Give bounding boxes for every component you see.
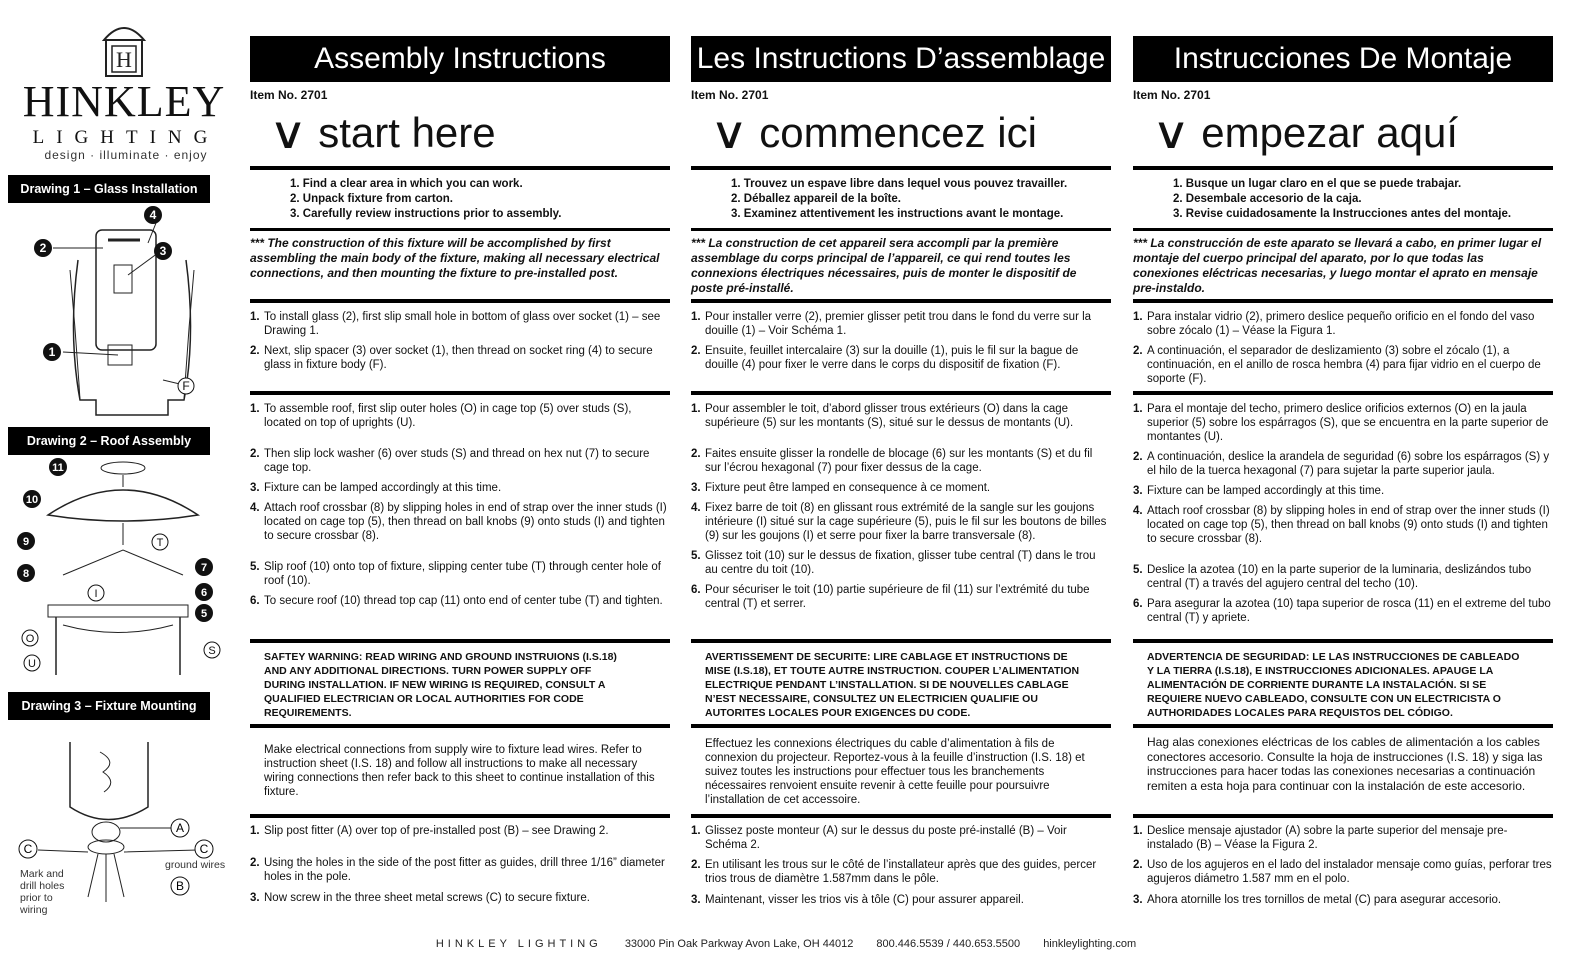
prep-step: 1. Find a clear area in which you can work. bbox=[290, 178, 523, 190]
list-item: 2. A continuación, deslice la arandela de seguridad (6) sobre los espárragos (S) y el hilo de la tuerca hexagonal (7) para sujetar la parte superior jaula. bbox=[1133, 451, 1550, 477]
list-item: 2. Next, slip spacer (3) over socket (1), then thread on socket ring (4) to secure glass in fixture body (F). bbox=[250, 345, 653, 371]
callout-11: 11 bbox=[52, 462, 64, 474]
callout-9: 9 bbox=[22, 536, 30, 548]
roof-steps bbox=[691, 402, 1111, 611]
list-item: 6. Para asegurar la azotea (10) tapa superior de rosca (11) en el extreme del tubo central (T) y apriete. bbox=[1133, 598, 1551, 624]
start-text: start here bbox=[318, 109, 496, 156]
list-item: 2. A continuación, el separador de deslizamiento (3) sobre el zócalo (1), a continuación, en el anillo de rosca hembra (4) para fijar vidrio en el cuerpo de soporte (F). bbox=[1133, 345, 1541, 385]
callout-4: 4 bbox=[149, 208, 157, 222]
roof-steps bbox=[1133, 402, 1553, 625]
callout-5: 5 bbox=[200, 608, 208, 620]
start-here-heading bbox=[1133, 102, 1553, 164]
callout-B: B bbox=[175, 879, 185, 893]
chevron-down-icon: ∨ bbox=[709, 108, 749, 158]
callout-T: T bbox=[156, 537, 164, 549]
glass-steps bbox=[1133, 310, 1553, 386]
column-english bbox=[250, 36, 670, 916]
callout-I: I bbox=[94, 588, 98, 600]
list-item: 1. Deslice mensaje ajustador (A) sobre la parte superior del mensaje pre-instalado (B) – Véase la Figura 2. bbox=[1133, 825, 1508, 851]
footer bbox=[0, 938, 1572, 950]
list-item: 1. Para instalar vidrio (2), primero deslice pequeño orificio en el fondo del vaso sobre zócalo (1) – Véase la Figura 1. bbox=[1133, 311, 1535, 337]
list-item: 5. Glissez toit (10) sur le dessus de fixation, glisser tube central (T) dans le trou au centre du toit (10). bbox=[691, 550, 1096, 576]
list-item: 3. Fixture can be lamped accordingly at this time. bbox=[1133, 485, 1385, 497]
brand-sub: LIGHTING bbox=[32, 127, 220, 148]
prep-step: 2. Déballez appareil de la boîte. bbox=[731, 193, 902, 205]
list-item: 2. Using the holes in the side of the post fitter as guides, drill three 1/16” diameter holes in the pole. bbox=[250, 857, 665, 883]
footer-phone: 800.446.5539 / 440.653.5500 bbox=[876, 938, 1021, 950]
mount-steps bbox=[691, 824, 1111, 907]
drawing-1-glass-installation bbox=[8, 205, 236, 425]
column-spanish bbox=[1133, 36, 1553, 916]
callout-C-right: C bbox=[199, 842, 209, 856]
list-item: 3. Maintenant, visser les trios vis à tôle (C) pour assurer appareil. bbox=[691, 894, 1024, 906]
prep-step: 2. Unpack fixture from carton. bbox=[290, 193, 453, 205]
list-item: 2. En utilisant les trous sur le côté de l’installateur après que des guides, percer trios trous de diamètre 1.587mm dans le pôle. bbox=[691, 859, 1097, 885]
footer-company: HINKLEY LIGHTING bbox=[435, 938, 602, 950]
callout-O: O bbox=[25, 633, 35, 645]
prep-step: 1. Busque un lugar claro en el que se puede trabajar. bbox=[1173, 178, 1462, 190]
list-item: 3. Now screw in the three sheet metal screws (C) to secure fixture. bbox=[250, 892, 590, 904]
prep-step: 3. Examinez attentivement les instructions avant le montage. bbox=[731, 208, 1064, 220]
item-number: Item No. 2701 bbox=[250, 88, 328, 102]
item-number: Item No. 2701 bbox=[1133, 88, 1211, 102]
list-item: 1. Glissez poste monteur (A) sur le dessus du poste pré-installé (B) – Voir Schéma 2. bbox=[691, 825, 1067, 851]
callout-2: 2 bbox=[39, 241, 47, 255]
drawing-3-heading: Drawing 3 – Fixture Mounting bbox=[8, 692, 210, 720]
svg-text:H: H bbox=[116, 47, 132, 72]
drawing-2-heading: Drawing 2 – Roof Assembly bbox=[8, 427, 210, 455]
prep-list bbox=[1173, 177, 1553, 222]
list-item: 6. To secure roof (10) thread top cap (11) onto end of center tube (T) and tighten. bbox=[250, 595, 663, 607]
glass-steps bbox=[691, 310, 1111, 372]
chevron-down-icon: ∨ bbox=[1151, 108, 1191, 158]
prep-list bbox=[731, 177, 1111, 222]
list-item: 4. Attach roof crossbar (8) by slipping holes in end of strap over the inner studs (I) located on cage top (5), then thread on ball knobs (9) onto studs (I) and tighten to secure crossbar (8). bbox=[250, 502, 667, 542]
drawing-1-heading: Drawing 1 – Glass Installation bbox=[8, 175, 210, 203]
construction-note: *** La construction de cet appareil sera accompli par la première assemblage du corps principal de l’appareil, ce qui rend toutes les connexions électriques nécessaires, puis de monter le dispositif de poste pré-installé. bbox=[691, 236, 1077, 295]
list-item: 3. Fixture can be lamped accordingly at this time. bbox=[250, 482, 502, 494]
column-title: Instrucciones De Montaje bbox=[1133, 36, 1553, 82]
electrical-paragraph: Hag alas conexiones eléctricas de los cables de alimentación a los cables conectores accesorio. Consulte la hoja de instrucciones (I.S. 18) y siga las instrucciones para hacer todas las conexiones necesarias a continuación remiten a esta hoja para continuar con la instalación de este accesorio. bbox=[1147, 735, 1543, 793]
list-item: 1. Para el montaje del techo, primero deslice orificios externos (O) en la jaula superior (5) sobre los espárragos (S), que se encuentra en la parte superior de montantes (U). bbox=[1133, 403, 1549, 443]
list-item: 2. Uso de los agujeros en el lado del instalador mensaje como guías, perforar tres agujeros diámetro 1.587 mm en el polo. bbox=[1133, 859, 1552, 885]
callout-10: 10 bbox=[25, 494, 39, 506]
construction-note: *** La construcción de este aparato se llevará a cabo, en primer lugar el montaje del cuerpo principal del aparato, por lo que todas las conexiones eléctricas necesarias, y luego montar el aprato en mensaje pre-instaldo. bbox=[1133, 236, 1542, 295]
start-text: commencez ici bbox=[759, 109, 1037, 156]
list-item: 1. To install glass (2), first slip small hole in bottom of glass over socket (1) – see Drawing 1. bbox=[250, 311, 661, 337]
start-here-heading bbox=[250, 102, 670, 164]
safety-warning: AVERTISSEMENT DE SECURITE: LIRE CABLAGE ET INSTRUCTIONS DE MISE (I.S.18), ET TOUTE AUTRE INSTRUCTION. COUPER L’ALIMENTATION ELECTRIQUE PENDANT L’INSTALLATION. SI DE NOUVELLES CABLAGE N’EST NECESSAIRE, CONSULTEZ UN ELECTRICIEN QUALIFIE OU AUTORITES LOCALES POUR EXIGENCES DU CODE. bbox=[705, 651, 1080, 719]
electrical-paragraph: Make electrical connections from supply wire to fixture lead wires. Refer to instruction sheet (I.S. 18) and follow all instructions to make all necessary wiring connections then refer back to this sheet to continue installation of this fixture. bbox=[264, 744, 655, 798]
list-item: 1. To assemble roof, first slip outer holes (O) in cage top (5) over studs (S), located on top of uprights (U). bbox=[250, 403, 632, 429]
callout-6: 6 bbox=[200, 587, 208, 599]
callout-8: 8 bbox=[22, 568, 30, 580]
list-item: 4. Fixez barre de toit (8) en glissant rous extrémité de la sangle sur les goujons intérieure (I) situé sur la cage supérieure (5), puis le fil sur les boutons de billes (9) sur les goujons (I) et serre pour fixer la barre transversale (8). bbox=[691, 502, 1107, 542]
chevron-down-icon: ∨ bbox=[268, 108, 308, 158]
mount-steps bbox=[1133, 824, 1553, 907]
list-item: 1. Pour installer verre (2), premier glisser petit trou dans le fond du verre sur la douille (1) – Voir Schéma 1. bbox=[691, 311, 1092, 337]
list-item: 2. Faites ensuite glisser la rondelle de blocage (6) sur les montants (S) et du fil sur l’écrou hexagonal (7) pour fixer dessus de la cage. bbox=[691, 448, 1093, 474]
list-item: 3. Ahora atornille los tres tornillos de metal (C) para asegurar accesorio. bbox=[1133, 894, 1502, 906]
prep-step: 1. Trouvez un espave libre dans lequel vous pouvez travailler. bbox=[731, 178, 1068, 190]
item-number: Item No. 2701 bbox=[691, 88, 769, 102]
brand-name: HINKLEY bbox=[22, 77, 226, 126]
start-here-heading bbox=[691, 102, 1111, 164]
brand-tagline: design · illuminate · enjoy bbox=[44, 148, 208, 162]
list-item: 4. Attach roof crossbar (8) by slipping holes in end of strap over the inner studs (I) located on cage top (5), then thread on ball knobs (9) onto studs (I) and tighten to secure crossbar (8). bbox=[1133, 505, 1550, 545]
column-title: Assembly Instructions bbox=[250, 36, 670, 82]
list-item: 5. Deslice la azotea (10) en la parte superior de la luminaria, deslizándos tubo central (T) a través del agujero central del techo (10). bbox=[1133, 564, 1532, 590]
start-text: empezar aquí bbox=[1201, 109, 1459, 156]
callout-1: 1 bbox=[48, 345, 56, 359]
list-item: 6. Pour sécuriser le toit (10) partie supérieure de fil (11) sur l’extrémité du tube central (T) et serrer. bbox=[691, 584, 1090, 610]
electrical-paragraph: Effectuez les connexions électriques du cable d’alimentation à fils de connexion du projecteur. Reportez-vous à la feuille d’instruction (I.S. 18) et suivez toutes les instructions pour effectuer tous les branchements nécessaires renvoient ensuite revenir à cette feuille pour poursuivre l’installation de cet accessoire. bbox=[705, 738, 1085, 806]
brand-logo bbox=[6, 20, 242, 170]
list-item: 1. Pour assembler le toit, d’abord glisser trous extérieurs (O) dans la cage supérieure (5) sur les montants (S), situé sur le dessus de montants (U). bbox=[691, 403, 1074, 429]
callout-A: A bbox=[175, 821, 185, 835]
prep-step: 3. Carefully review instructions prior to assembly. bbox=[290, 208, 562, 220]
list-item: 1. Slip post fitter (A) over top of pre-installed post (B) – see Drawing 2. bbox=[250, 825, 609, 837]
prep-list bbox=[290, 177, 670, 222]
callout-3: 3 bbox=[159, 244, 167, 258]
list-item: 3. Fixture peut être lamped en consequence à ce moment. bbox=[691, 482, 991, 494]
ground-wires-label: ground wires bbox=[165, 859, 226, 871]
mount-steps bbox=[250, 824, 670, 905]
roof-steps bbox=[250, 402, 670, 608]
safety-warning: SAFTEY WARNING: READ WIRING AND GROUND INSTRUIONS (I.S.18) AND ANY ADDITIONAL DIRECTIONS. TURN POWER SUPPLY OFF DURING INSTALLATION. IF NEW WIRING IS REQUIRED, CONSULT A QUALIFIED ELECTRICIAN OR LOCAL AUTHORITIES FOR CODE REQUIREMENTS. bbox=[264, 651, 617, 719]
drill-holes-note: Mark and drill holes prior to wiring bbox=[20, 868, 65, 916]
list-item: 2. Then slip lock washer (6) over studs (S) and thread on hex nut (7) to secure cage top. bbox=[250, 448, 650, 474]
construction-note: *** The construction of this fixture will be accomplished by first assembling the main body of the fixture, making all necessary electrical connections, and then mounting the fixture to pre-installed post. bbox=[250, 236, 660, 280]
prep-step: 2. Desembale accesorio de la caja. bbox=[1173, 193, 1362, 205]
safety-warning: ADVERTENCIA DE SEGURIDAD: LE LAS INSTRUCCIONES DE CABLEADO Y LA TIERRA (I.S.18), E INSTRUCCIONES ADICIONALES. APAUGE LA ALIMENTACIÓN DE CORRIENTE DURANTE LA INSTALACIÓN. SI SE REQUIERE NUEVO CABLEADO, CONSULTE CON UN ELECTRICISTA O AUTHORIDADES LOCALES PARA REQUISTOS DEL CÓDIGO. bbox=[1147, 651, 1520, 719]
drawing-2-roof-assembly bbox=[8, 455, 236, 685]
column-title: Les Instructions D’assemblage bbox=[691, 36, 1111, 82]
callout-C-left: C bbox=[23, 842, 33, 856]
footer-address: 33000 Pin Oak Parkway Avon Lake, OH 44012 bbox=[624, 938, 854, 950]
callout-7: 7 bbox=[200, 562, 208, 574]
callout-U: U bbox=[28, 658, 36, 670]
footer-web[interactable]: hinkleylighting.com bbox=[1043, 938, 1137, 950]
callout-S: S bbox=[208, 645, 216, 657]
list-item: 2. Ensuite, feuillet intercalaire (3) sur la douille (1), puis le fil sur la bague de douille (4) pour fixer le verre dans le corps du dispositif de fixation (F). bbox=[691, 345, 1079, 371]
lantern-logo-icon bbox=[98, 20, 150, 78]
callout-F: F bbox=[182, 379, 190, 393]
prep-step: 3. Revise cuidadosamente la Instrucciones antes del montaje. bbox=[1173, 208, 1512, 220]
list-item: 5. Slip roof (10) onto top of fixture, slipping center tube (T) through center hole of roof (10). bbox=[250, 561, 661, 587]
column-french bbox=[691, 36, 1111, 916]
glass-steps bbox=[250, 310, 670, 372]
